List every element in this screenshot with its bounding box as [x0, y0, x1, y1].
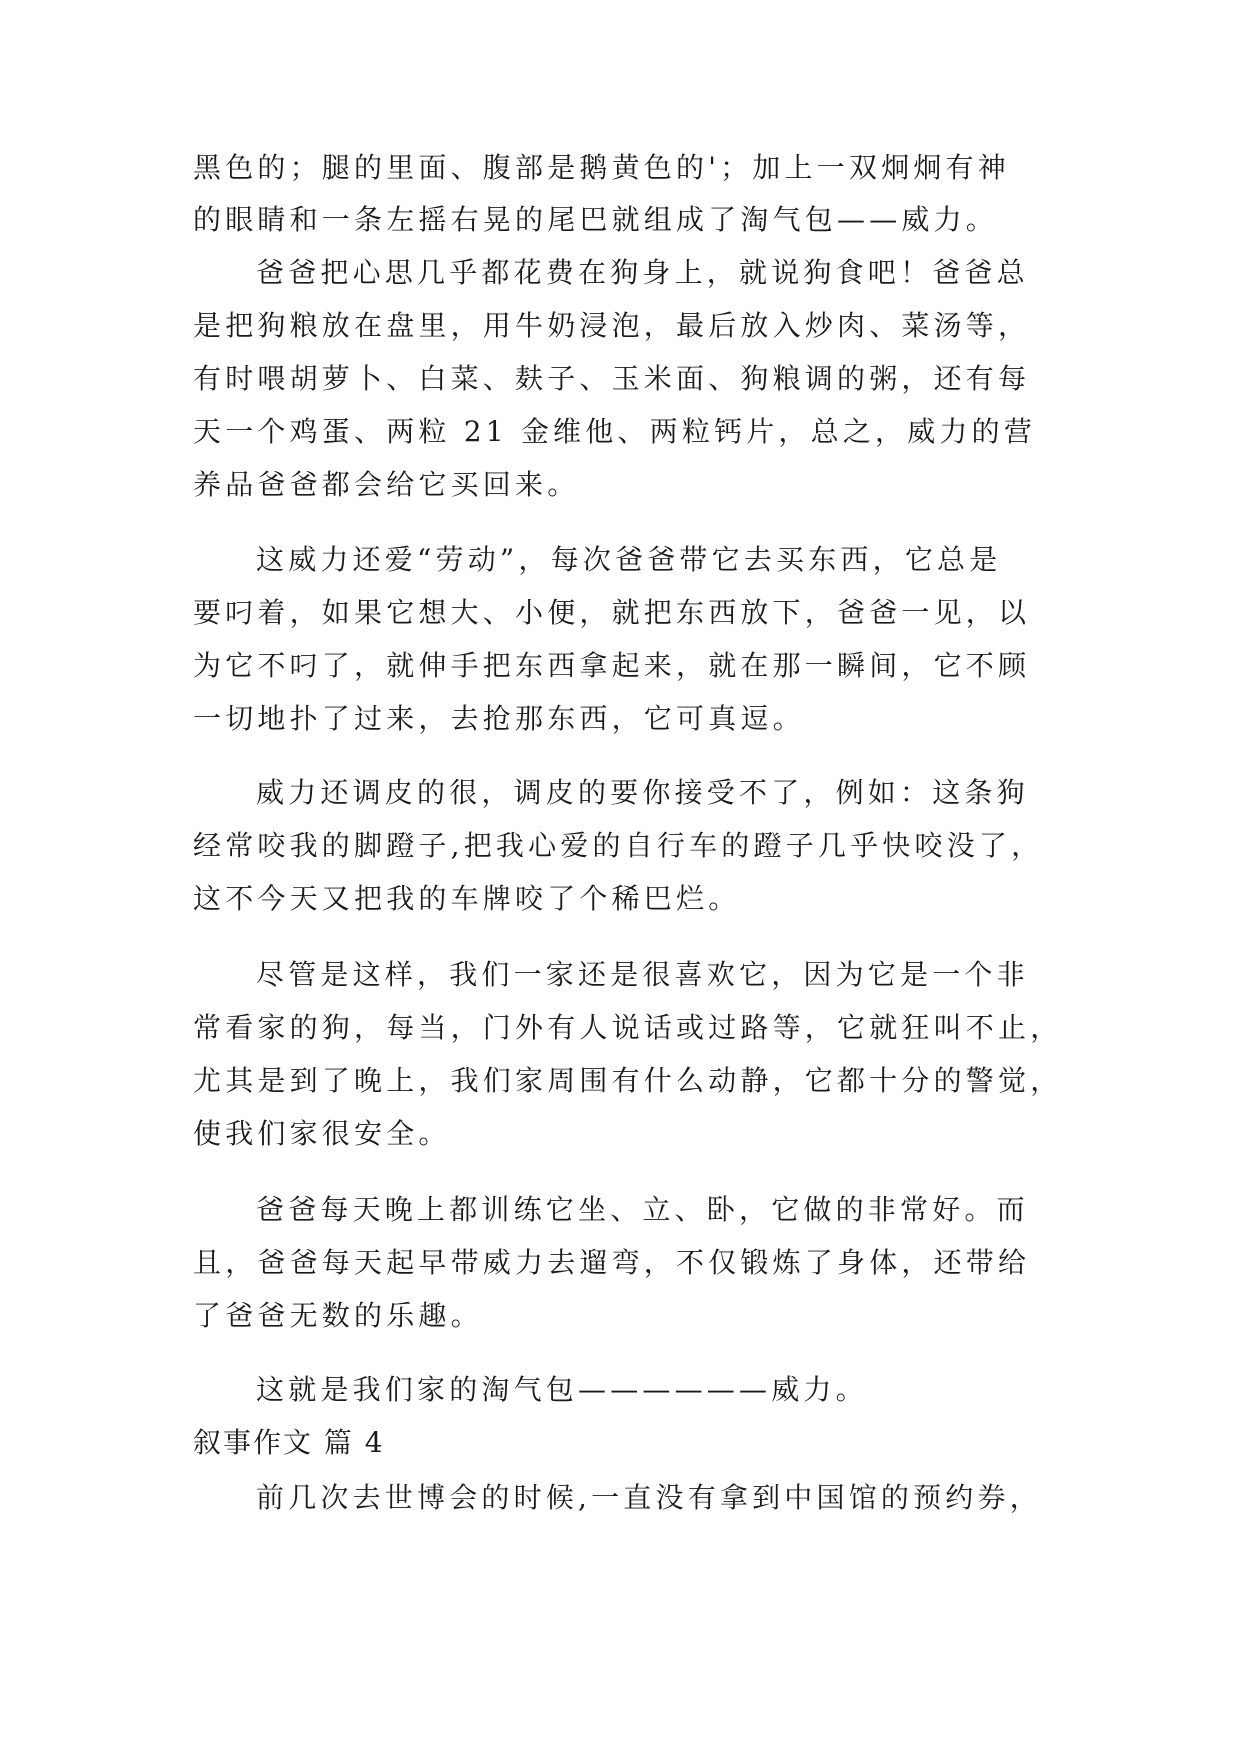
text-line: 是把狗粮放在盘里，用牛奶浸泡，最后放入炒肉、菜汤等，: [193, 309, 1031, 342]
section-heading: 叙事作文 篇 4: [193, 1426, 385, 1459]
paragraph-start-line: 尽管是这样，我们一家还是很喜欢它，因为它是一个非: [256, 958, 1029, 991]
text-line: 黑色的；腿的里面、腹部是鹅黄色的'；加上一双炯炯有神: [193, 151, 1010, 184]
text-line: 有时喂胡萝卜、白菜、麸子、玉米面、狗粮调的粥，还有每: [193, 362, 1031, 395]
paragraph-start-line: 爸爸每天晚上都训练它坐、立、卧，它做的非常好。而: [256, 1193, 1029, 1226]
text-line: 天一个鸡蛋、两粒 21 金维他、两粒钙片，总之，威力的营: [193, 415, 1037, 448]
text-line: 常看家的狗，每当，门外有人说话或过路等，它就狂叫不止，: [193, 1011, 1063, 1044]
text-line: 一切地扑了过来，去抢那东西，它可真逗。: [193, 702, 805, 735]
text-line: 且，爸爸每天起早带威力去遛弯，不仅锻炼了身体，还带给: [193, 1246, 1031, 1279]
text-line: 经常咬我的脚蹬子,把我心爱的自行车的蹬子几乎快咬没了，: [193, 829, 1044, 862]
paragraph-start-line: 这威力还爱“劳动”，每次爸爸带它去买东西，它总是: [256, 543, 1002, 576]
paragraph-start-line: 威力还调皮的很，调皮的要你接受不了，例如：这条狗: [256, 776, 1029, 809]
paragraph-line: 这就是我们家的淘气包——————威力。: [256, 1373, 868, 1406]
text-line: 为它不叼了，就伸手把东西拿起来，就在那一瞬间，它不顾: [193, 649, 1031, 682]
text-line: 尤其是到了晚上，我们家周围有什么动静，它都十分的警觉，: [193, 1064, 1063, 1097]
text-line: 要叼着，如果它想大、小便，就把东西放下，爸爸一见，以: [193, 596, 1031, 629]
text-line: 使我们家很安全。: [193, 1117, 451, 1150]
text-line: 了爸爸无数的乐趣。: [193, 1299, 483, 1332]
paragraph-start-line: 爸爸把心思几乎都花费在狗身上，就说狗食吧！爸爸总: [256, 256, 1029, 289]
text-line: 这不今天又把我的车牌咬了个稀巴烂。: [193, 882, 741, 915]
text-line: 的眼睛和一条左摇右晃的尾巴就组成了淘气包——威力。: [193, 203, 999, 236]
paragraph-start-line: 前几次去世博会的时候,一直没有拿到中国馆的预约券，: [256, 1481, 1042, 1514]
text-line: 养品爸爸都会给它买回来。: [193, 468, 580, 501]
